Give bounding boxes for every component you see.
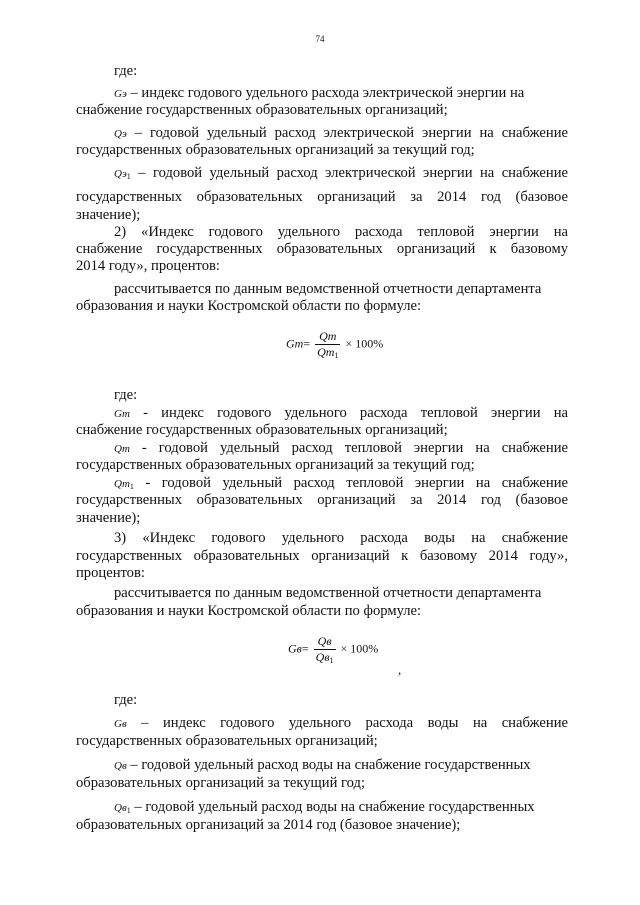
formula-tail: × 100% (345, 336, 384, 351)
formula-tail: × 100% (340, 641, 379, 656)
text-line: государственных образовательных организаций за 2014 год (базовое (76, 189, 568, 205)
formula-eq: = (301, 641, 309, 656)
text-span: – годовой удельный расход электрической энергии на снабжение (130, 165, 568, 181)
text-span: – годовой удельный расход воды на снабжение государственных (126, 757, 531, 773)
text-line: снабжение государственных образовательных организаций; (76, 102, 448, 118)
text-span: - индекс годового удельного расхода тепловой энергии на (129, 405, 568, 421)
formula-fraction (314, 634, 336, 665)
den-sub: 1 (334, 351, 339, 360)
symbol: Gв (114, 718, 127, 730)
text-line (114, 165, 568, 185)
symbol-base: Qm (114, 478, 130, 490)
text-line: значение); (76, 510, 141, 526)
text-line: снабжение государственных образовательных организаций; (76, 422, 448, 438)
text-line: где: (114, 63, 138, 79)
formula-heat-index (286, 329, 383, 360)
text-line (114, 85, 568, 103)
text-line: где: (114, 387, 138, 403)
formula-lhs: Gв (288, 641, 302, 656)
text-line (114, 440, 568, 458)
text-line: 2) «Индекс годового удельного расхода тепловой энергии на (114, 224, 568, 240)
formula-numerator: Qm (315, 329, 340, 345)
text-span: – индекс годового удельного расхода воды на снабжение (126, 715, 568, 731)
text-line: образовательных организаций за текущий год; (76, 775, 366, 791)
den-base: Qm (317, 345, 335, 359)
symbol: Gm (114, 408, 130, 420)
text-span: - годовой удельный расход тепловой энергии на снабжение (133, 475, 568, 491)
text-line (114, 125, 568, 143)
symbol: Gэ (114, 88, 127, 100)
text-line: государственных образовательных организаций за текущий год; (76, 142, 475, 158)
formula-fraction (315, 329, 340, 360)
formula-water-index (288, 634, 378, 665)
text-line: значение); (76, 207, 141, 223)
den-sub: 1 (329, 656, 334, 665)
symbol-base: Qв (114, 802, 127, 814)
text-line: образования и науки Костромской области по формуле: (76, 603, 422, 619)
text-span: – годовой удельный расход воды на снабжение государственных (130, 799, 535, 815)
text-line: 2014 году», процентов: (76, 258, 220, 274)
text-line: образовательных организаций за 2014 год (базовое значение); (76, 817, 461, 833)
symbol-base: Qэ (114, 168, 127, 180)
symbol: Qm (114, 443, 130, 455)
symbol: Qэ (114, 128, 127, 140)
text-line: государственных образовательных организаций за текущий год; (76, 457, 475, 473)
symbol-sub: 1 (126, 806, 131, 815)
symbol-sub: 1 (129, 482, 134, 491)
text-line: образования и науки Костромской области по формуле: (76, 298, 422, 314)
text-line (114, 715, 568, 733)
den-base: Qв (315, 650, 330, 664)
formula-numerator: Qв (314, 634, 336, 650)
symbol: Qв (114, 760, 127, 772)
text-line (114, 799, 568, 819)
formula-comma: , (398, 662, 402, 677)
text-line: государственных образовательных организаций к базовому 2014 году», (76, 548, 568, 564)
page-number: 74 (315, 34, 325, 44)
text-span: – индекс годового удельного расхода электрической энергии на (126, 85, 525, 101)
text-line (114, 405, 568, 423)
formula-denominator (315, 345, 340, 360)
text-line: государственных образовательных организаций за 2014 год (базовое (76, 492, 568, 508)
text-line: 3) «Индекс годового удельного расхода воды на снабжение (114, 530, 568, 546)
text-line: где: (114, 692, 138, 708)
text-span: - годовой удельный расход тепловой энергии на снабжение (129, 440, 568, 456)
text-line: рассчитывается по данным ведомственной отчетности департамента (114, 281, 542, 297)
text-line: рассчитывается по данным ведомственной отчетности департамента (114, 585, 542, 601)
text-line: снабжение государственных образовательных организаций к базовому (76, 241, 568, 257)
text-line: процентов: (76, 565, 145, 581)
formula-lhs: Gm (286, 336, 304, 351)
text-line: государственных образовательных организаций; (76, 733, 378, 749)
formula-eq: = (303, 336, 311, 351)
symbol (114, 166, 131, 185)
symbol-sub: 1 (126, 172, 131, 181)
text-line (114, 757, 568, 775)
formula-denominator (314, 650, 336, 665)
text-span: – годовой удельный расход электрической энергии на снабжение (126, 125, 568, 141)
